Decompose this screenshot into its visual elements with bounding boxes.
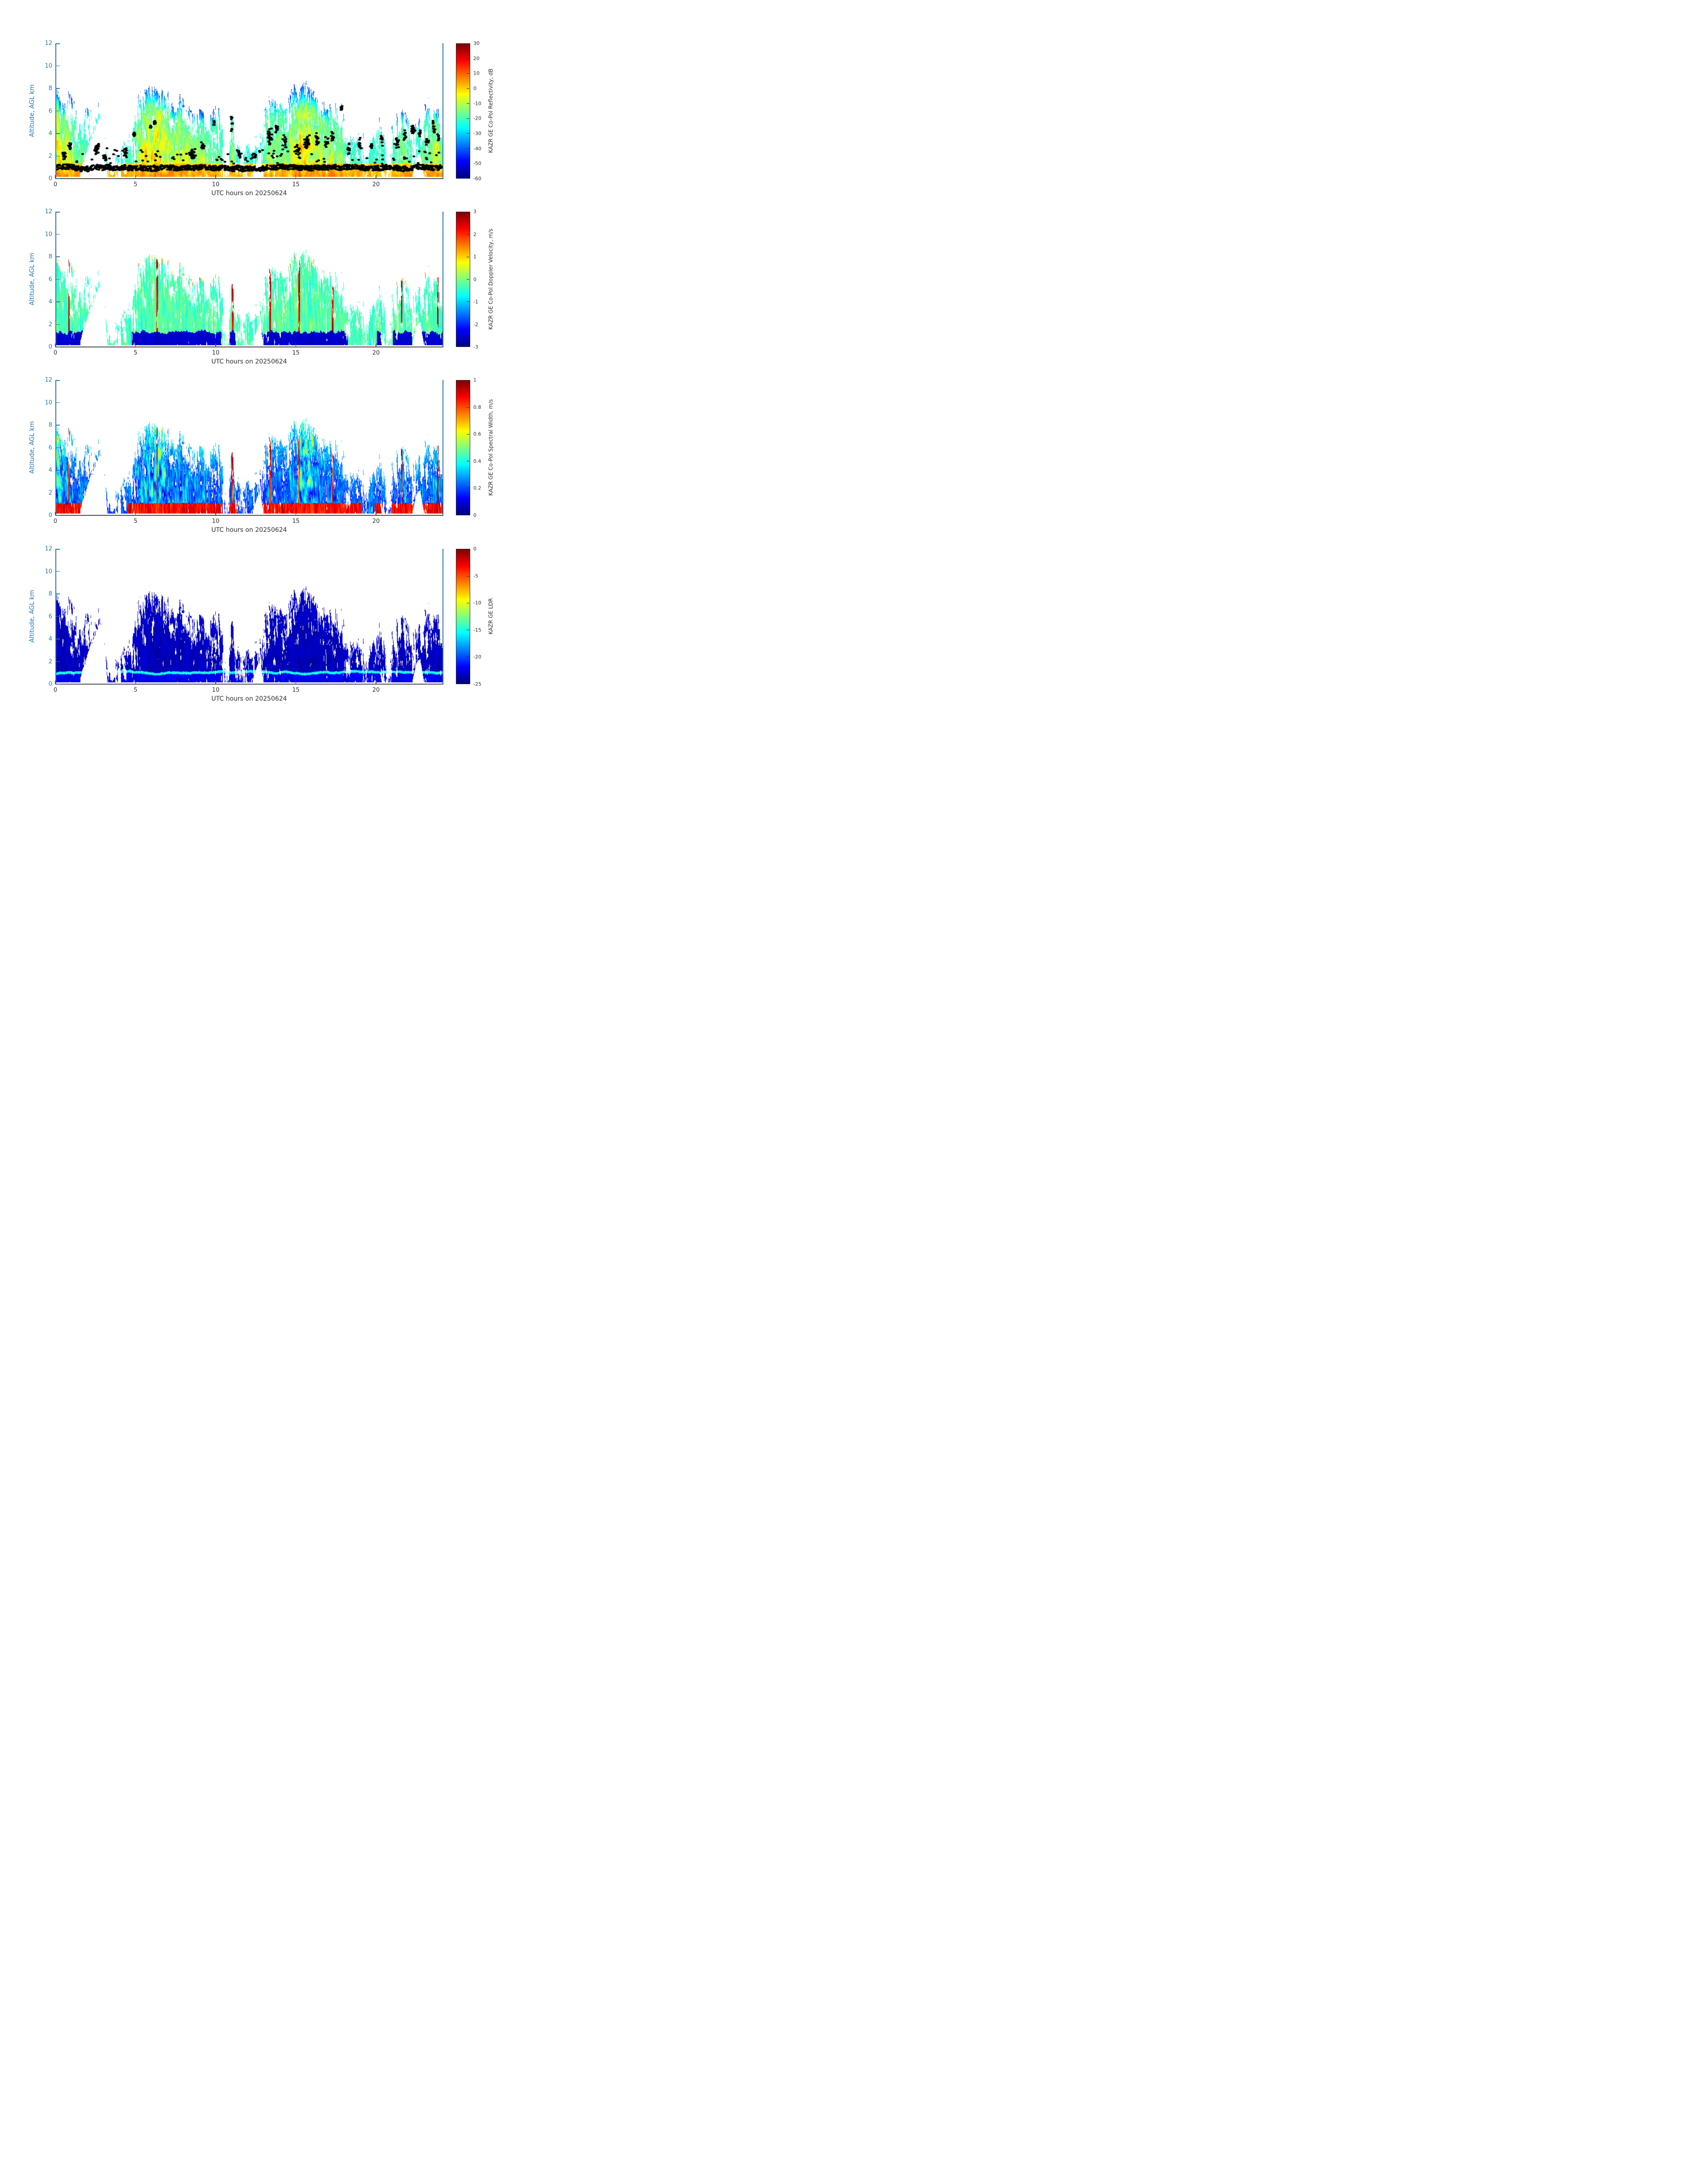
y-tick-label: 8 [48, 253, 52, 260]
x-tick-label: 0 [53, 350, 58, 356]
x-tick-label: 15 [292, 350, 300, 356]
y-tick-mark [56, 234, 60, 235]
x-tick-label: 0 [53, 181, 58, 188]
x-tick-mark [135, 512, 136, 515]
colorbar-reflectivity [456, 43, 470, 179]
colorbar-title: KAZR GE Co-Pol Reflectivity, dB [488, 68, 494, 153]
colorbar-tick-mark [467, 576, 469, 577]
y-axis-label: Altitude, AGL km [29, 590, 36, 643]
plot-area-doppler-velocity [55, 212, 443, 347]
x-tick-mark [215, 512, 216, 515]
panel-doppler-velocity [0, 208, 569, 380]
colorbar-tick-label: -20 [473, 115, 481, 121]
colorbar-tick-label: 0.2 [473, 485, 481, 491]
x-axis-label: UTC hours on 20250624 [211, 358, 287, 365]
y-tick-mark [56, 111, 60, 112]
colorbar-tick-mark [467, 656, 469, 657]
y-axis-label: Altitude, AGL km [29, 84, 36, 137]
colorbar-tick-label: 1 [473, 377, 476, 383]
y-tick-mark [56, 178, 60, 179]
colorbar-tick-label: -50 [473, 160, 481, 167]
y-tick-label: 8 [48, 590, 52, 598]
colorbar-tick-mark [467, 148, 469, 149]
colorbar-tick-label: -5 [473, 573, 478, 579]
colorbar-tick-mark [467, 279, 469, 280]
colorbar-tick-mark [467, 301, 469, 302]
colorbar-tick-label: 30 [473, 40, 480, 46]
colorbar-tick-label: 0 [473, 85, 476, 92]
y-tick-mark [56, 279, 60, 280]
colorbar-gradient-canvas [456, 549, 470, 684]
y-tick-label: 2 [48, 153, 52, 159]
x-axis-spine [55, 178, 443, 179]
colorbar-tick-label: -3 [473, 344, 478, 350]
y-tick-mark [56, 684, 60, 685]
colorbar-tick-label: -10 [473, 600, 481, 606]
y-tick-mark [56, 571, 60, 572]
y-tick-mark [56, 616, 60, 617]
x-tick-mark [55, 343, 56, 347]
y-tick-label: 4 [48, 635, 52, 643]
x-tick-mark [55, 512, 56, 515]
y-tick-label: 12 [45, 40, 52, 47]
colorbar-tick-label: -10 [473, 100, 481, 107]
y-tick-mark [56, 256, 60, 257]
x-tick-label: 20 [372, 181, 380, 188]
y-tick-mark [56, 425, 60, 426]
colorbar-tick-label: 0 [473, 512, 476, 518]
y-tick-label: 0 [48, 681, 52, 688]
x-tick-label: 20 [372, 350, 380, 356]
colorbar-tick-label: -30 [473, 130, 481, 137]
y-tick-label: 10 [45, 231, 52, 238]
heatmap-canvas-ldr [55, 549, 443, 684]
x-axis-label: UTC hours on 20250624 [211, 526, 287, 534]
x-tick-label: 0 [53, 518, 58, 525]
kazr-quicklook-figure [0, 0, 569, 726]
y-tick-label: 6 [48, 108, 52, 114]
y-tick-mark [56, 470, 60, 471]
y-tick-label: 6 [48, 444, 52, 451]
x-tick-mark [215, 681, 216, 684]
x-tick-label: 10 [212, 518, 220, 525]
y-tick-mark [56, 549, 60, 550]
y-tick-label: 12 [45, 376, 52, 384]
colorbar-tick-label: 0.8 [473, 404, 481, 410]
plot-area-spectral-width [55, 380, 443, 515]
y-tick-label: 2 [48, 658, 52, 665]
y-tick-mark [56, 593, 60, 594]
y-tick-label: 0 [48, 343, 52, 351]
cloud-base-scatter-canvas [55, 43, 443, 179]
x-axis-spine [55, 684, 443, 685]
x-axis-label: UTC hours on 20250624 [211, 190, 287, 197]
colorbar-tick-label: -2 [473, 322, 478, 327]
x-tick-label: 5 [134, 350, 138, 356]
colorbar-tick-mark [467, 58, 469, 59]
y-tick-mark [56, 402, 60, 403]
x-tick-mark [135, 681, 136, 684]
y-tick-mark [56, 324, 60, 325]
x-tick-mark [135, 343, 136, 347]
colorbar-gradient-canvas [456, 380, 470, 515]
heatmap-canvas-doppler-velocity [55, 212, 443, 347]
x-tick-mark [215, 343, 216, 347]
y-tick-mark [56, 447, 60, 448]
x-tick-label: 5 [134, 518, 138, 525]
x-tick-mark [135, 175, 136, 178]
y-tick-mark [56, 661, 60, 662]
y-tick-mark [56, 156, 60, 157]
colorbar-spectral-width [456, 380, 470, 515]
colorbar-tick-label: -15 [473, 627, 481, 633]
x-tick-label: 5 [134, 687, 138, 694]
colorbar-tick-mark [467, 73, 469, 74]
y-tick-mark [56, 88, 60, 89]
y-tick-label: 0 [48, 512, 52, 519]
colorbar-tick-label: -1 [473, 299, 478, 305]
colorbar-tick-mark [467, 434, 469, 435]
x-tick-label: 5 [134, 181, 138, 188]
x-tick-label: 10 [212, 687, 220, 694]
heatmap-canvas-spectral-width [55, 380, 443, 515]
plot-area-reflectivity [55, 43, 443, 179]
panel-reflectivity [0, 40, 569, 212]
y-tick-label: 6 [48, 276, 52, 283]
y-tick-label: 12 [45, 208, 52, 215]
panel-spectral-width [0, 376, 569, 548]
colorbar-tick-label: -25 [473, 681, 481, 687]
panel-ldr [0, 545, 569, 717]
y-tick-mark [56, 380, 60, 381]
x-tick-mark [55, 175, 56, 178]
colorbar-tick-label: 0 [473, 276, 476, 282]
colorbar-tick-label: -20 [473, 654, 481, 660]
y-tick-label: 10 [45, 568, 52, 575]
x-axis-spine [55, 515, 443, 516]
y-axis-label: Altitude, AGL km [29, 253, 36, 305]
colorbar-tick-label: 1 [473, 254, 476, 260]
x-tick-mark [215, 175, 216, 178]
colorbar-title: KAZR GE Co-Pol Doppler Velocity, m/s [488, 228, 494, 330]
colorbar-tick-label: -60 [473, 175, 481, 182]
y-tick-label: 8 [48, 422, 52, 429]
y-tick-mark [56, 515, 60, 516]
colorbar-title: KAZR GE Co-Pol Spectral Width, m/s [488, 399, 494, 496]
colorbar-tick-label: 0.6 [473, 431, 481, 437]
y-tick-label: 2 [48, 489, 52, 496]
y-tick-mark [56, 66, 60, 67]
x-tick-label: 0 [53, 687, 58, 694]
y-tick-label: 0 [48, 175, 52, 182]
y-tick-label: 2 [48, 321, 52, 328]
y-tick-label: 6 [48, 613, 52, 620]
colorbar-tick-label: 3 [473, 209, 476, 215]
x-tick-mark [55, 681, 56, 684]
colorbar-doppler-velocity [456, 212, 470, 347]
colorbar-tick-mark [467, 88, 469, 89]
x-tick-label: 20 [372, 687, 380, 694]
y-tick-label: 4 [48, 298, 52, 305]
x-axis-label: UTC hours on 20250624 [211, 695, 287, 702]
y-tick-label: 4 [48, 130, 52, 137]
plot-area-ldr [55, 549, 443, 684]
colorbar-tick-mark [467, 103, 469, 104]
colorbar-tick-label: 0 [473, 546, 476, 552]
colorbar-gradient-canvas [456, 44, 470, 178]
y-tick-label: 10 [45, 63, 52, 69]
x-tick-label: 10 [212, 181, 220, 188]
y-tick-label: 10 [45, 399, 52, 406]
colorbar-title: KAZR GE LDR [488, 598, 494, 635]
y-tick-mark [56, 212, 60, 213]
y-tick-mark [56, 43, 60, 44]
colorbar-tick-mark [467, 133, 469, 134]
colorbar-tick-mark [467, 407, 469, 408]
colorbar-tick-label: 2 [473, 231, 476, 237]
y-tick-label: 4 [48, 467, 52, 474]
x-tick-label: 15 [292, 181, 300, 188]
x-tick-label: 15 [292, 518, 300, 525]
colorbar-ldr [456, 549, 470, 684]
x-tick-label: 10 [212, 350, 220, 356]
colorbar-tick-label: 10 [473, 70, 480, 76]
colorbar-tick-label: 0.4 [473, 458, 481, 464]
y-tick-mark [56, 133, 60, 134]
colorbar-tick-label: 20 [473, 55, 480, 62]
colorbar-tick-mark [467, 234, 469, 235]
colorbar-tick-mark [467, 118, 469, 119]
y-tick-label: 8 [48, 85, 52, 92]
y-tick-label: 12 [45, 545, 52, 552]
x-tick-label: 15 [292, 687, 300, 694]
colorbar-tick-label: -40 [473, 146, 481, 152]
y-axis-label: Altitude, AGL km [29, 421, 36, 474]
y-tick-mark [56, 301, 60, 302]
x-tick-label: 20 [372, 518, 380, 525]
